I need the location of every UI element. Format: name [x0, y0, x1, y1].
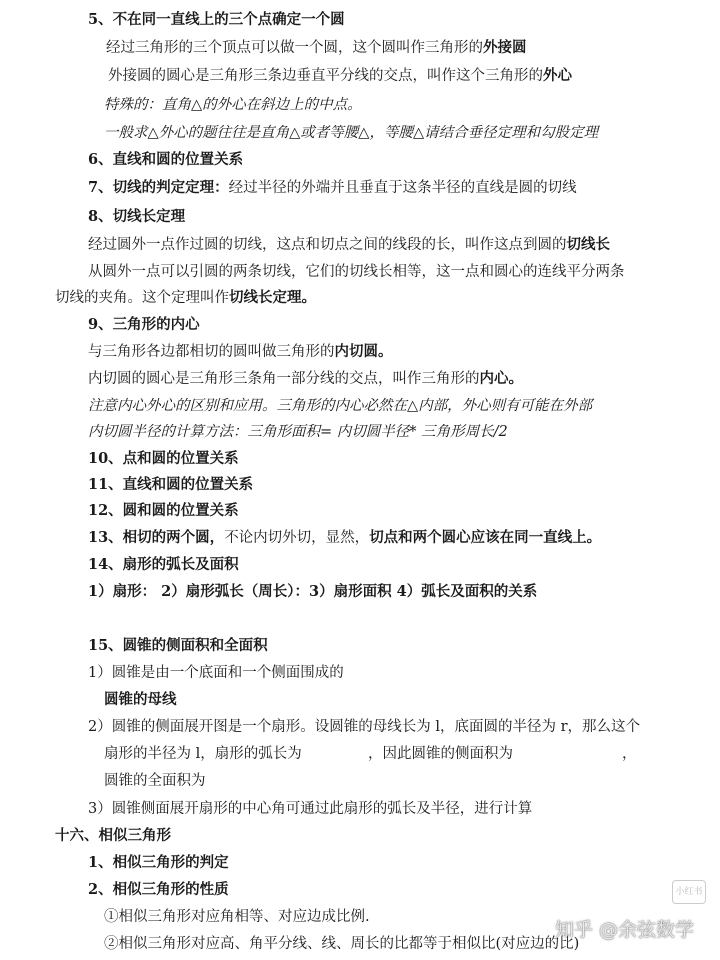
- paragraph: 圆锥的全面积为: [104, 773, 206, 789]
- term: 圆锥的母线: [104, 691, 177, 708]
- stamp-logo: 小红书: [672, 880, 706, 904]
- paragraph: 13、相切的两个圆，不论内切外切，显然，切点和两个圆心应该在同一直线上。: [88, 529, 602, 546]
- note: 内切圆半径的计算方法：三角形面积= 内切圆半径* 三角形周长/2: [88, 424, 508, 440]
- paragraph: 扇形的半径为 l，扇形的弧长为: [104, 746, 302, 762]
- paragraph: 1）圆锥是由一个底面和一个侧面围成的: [88, 665, 344, 681]
- heading-s6: 6、直线和圆的位置关系: [88, 151, 244, 168]
- list-item: ①相似三角形对应角相等、对应边成比例.: [104, 909, 370, 925]
- heading-s10: 10、点和圆的位置关系: [88, 450, 239, 467]
- paragraph: 2）圆锥的侧面展开图是一个扇形。设圆锥的母线长为 l，底面圆的半径为 r，那么这个: [88, 719, 641, 735]
- paragraph: 经过三角形的三个顶点可以做一个圆，这个圆叫作三角形的外接圆: [106, 39, 527, 56]
- watermark: 知乎 @余弦数学: [555, 919, 695, 941]
- paragraph: 内切圆的圆心是三角形三条角一部分线的交点，叫作三角形的内心。: [88, 370, 523, 387]
- paragraph: 3）圆锥侧面展开扇形的中心角可通过此扇形的弧长及半径，进行计算: [88, 801, 533, 817]
- heading-s15: 15、圆锥的侧面积和全面积: [88, 637, 268, 654]
- list-item: 1、相似三角形的判定: [88, 854, 229, 871]
- note: 特殊的：直角△的外心在斜边上的中点。: [104, 97, 362, 113]
- heading-s12: 12、圆和圆的位置关系: [88, 502, 239, 519]
- list-item: 2、相似三角形的性质: [88, 881, 229, 898]
- note: 注意内心外心的区别和应用。三角形的内心必然在△内部，外心则有可能在外部: [88, 398, 593, 414]
- heading-s5: 5、不在同一直线上的三个点确定一个圆: [88, 11, 345, 28]
- heading-s8: 8、切线长定理: [88, 208, 186, 225]
- paragraph: ，: [622, 746, 637, 762]
- note: 一般求△外心的题往往是直角△或者等腰△，等腰△请结合垂径定理和勾股定理: [104, 125, 599, 141]
- heading-s16: 十六、相似三角形: [55, 827, 171, 844]
- paragraph: 从圆外一点可以引圆的两条切线，它们的切线长相等，这一点和圆心的连线平分两条: [88, 264, 625, 280]
- paragraph: 切线的夹角。这个定理叫作切线长定理。: [55, 289, 316, 306]
- paragraph: 外接圆的圆心是三角形三条边垂直平分线的交点，叫作这个三角形的外心: [108, 67, 572, 84]
- list-item: ②相似三角形对应高、角平分线、线、周长的比都等于相似比(对应边的比): [104, 936, 580, 952]
- paragraph: 1）扇形： 2）扇形弧长（周长）：3）扇形面积 4）弧长及面积的关系: [88, 583, 538, 600]
- paragraph: ，因此圆锥的侧面积为: [368, 746, 513, 762]
- heading-s11: 11、直线和圆的位置关系: [88, 476, 254, 493]
- heading-s9: 9、三角形的内心: [88, 316, 200, 333]
- heading-s14: 14、扇形的弧长及面积: [88, 556, 239, 573]
- heading-s7: 7、切线的判定定理：经过半径的外端并且垂直于这条半径的直线是圆的切线: [88, 179, 577, 196]
- paragraph: 经过圆外一点作过圆的切线，这点和切点之间的线段的长，叫作这点到圆的切线长: [88, 236, 610, 253]
- paragraph: 与三角形各边都相切的圆叫做三角形的内切圆。: [88, 343, 393, 360]
